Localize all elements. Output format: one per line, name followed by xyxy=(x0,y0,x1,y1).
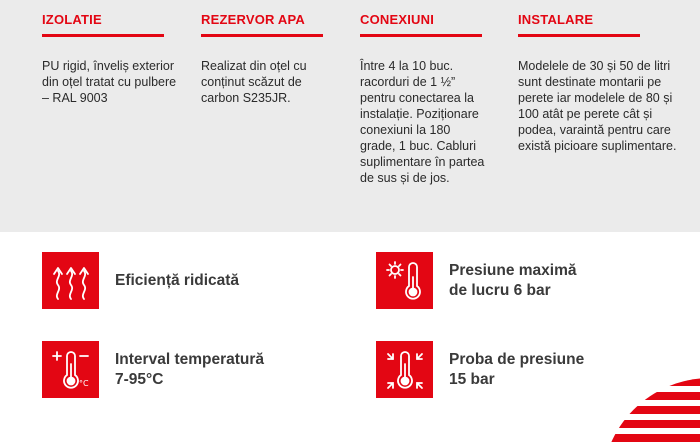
heat-waves-icon xyxy=(42,252,99,309)
thermometer-pressure-icon xyxy=(376,341,433,398)
spec-title: INSTALARE xyxy=(518,12,594,27)
spec-title: IZOLATIE xyxy=(42,12,102,27)
feature-label: Interval temperatură 7-95°C xyxy=(115,350,265,388)
spec-divider xyxy=(518,34,640,37)
thermometer-sun-icon xyxy=(376,252,433,309)
striped-circle-decoration xyxy=(590,368,700,448)
spec-divider xyxy=(360,34,482,37)
feature-proba-presiune xyxy=(376,341,584,398)
feature-label: Eficiență ridicată xyxy=(115,271,240,289)
spec-text: Modelele de 30 și 50 de litri sunt destinate montarii pe perete iar modelele de 80 și 100 atât pe perete cât și podea, varaintă pentru care există picioare suplimentare. xyxy=(518,59,677,153)
feature-eficienta xyxy=(42,252,239,309)
celsius-glyph: °C xyxy=(78,378,89,388)
spec-text: Între 4 la 10 buc. racorduri de 1 ½” pentru conectarea la instalație. Poziționare conexiuni la 180 grade, 1 buc. Cabluri suplimentare în partea de sus și de jos. xyxy=(360,59,485,185)
spec-title: CONEXIUNI xyxy=(360,12,435,27)
spec-text: PU rigid, înveliș exterior din oțel tratat cu pulbere – RAL 9003 xyxy=(42,59,177,105)
feature-interval-temperatura xyxy=(42,341,264,398)
feature-presiune-maxima xyxy=(376,252,577,309)
spec-title: REZERVOR APA xyxy=(201,12,306,27)
thermometer-plus-minus-icon xyxy=(42,341,99,398)
feature-label: Presiune maximă de lucru 6 bar xyxy=(449,261,577,299)
feature-label: Proba de presiune 15 bar xyxy=(449,350,585,388)
spec-text: Realizat din oțel cu conținut scăzut de carbon S235JR. xyxy=(201,59,307,105)
spec-divider xyxy=(201,34,323,37)
spec-divider xyxy=(42,34,164,37)
